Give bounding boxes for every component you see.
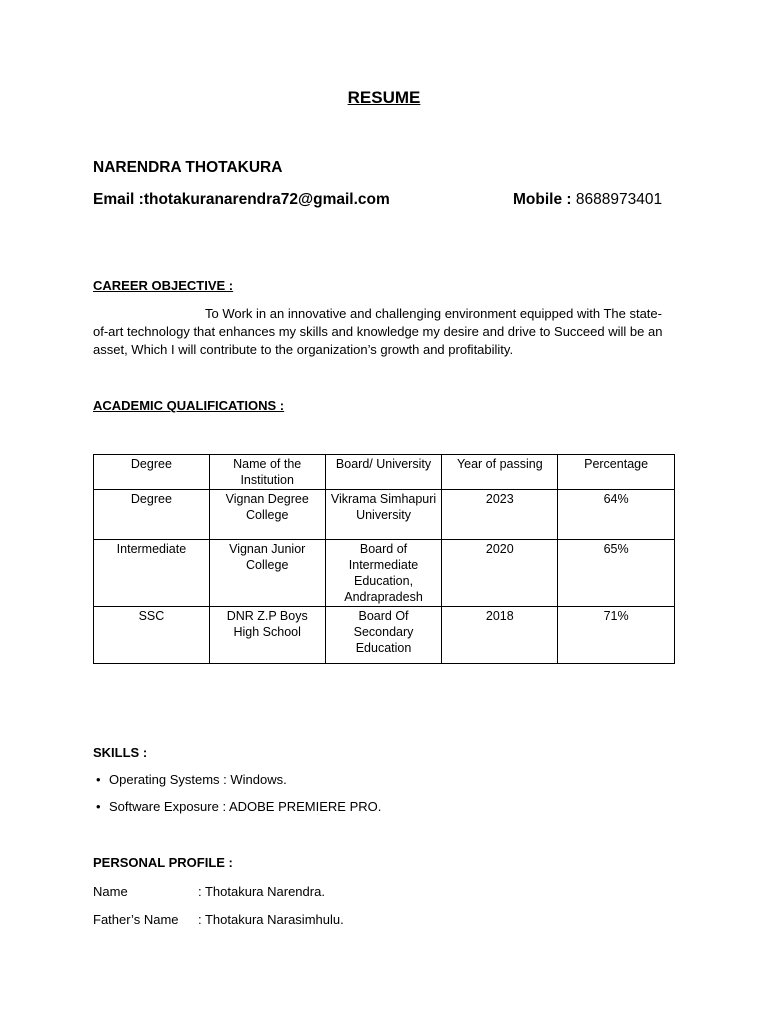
- table-header-cell: Year of passing: [442, 455, 558, 490]
- bullet-icon: •: [96, 772, 101, 787]
- profile-row-father-name: [93, 912, 344, 927]
- table-header-cell: Board/ University: [325, 455, 442, 490]
- contact-line: [93, 191, 673, 209]
- table-cell: 64%: [558, 489, 675, 539]
- skills-list: [96, 772, 381, 826]
- table-row: [94, 489, 675, 539]
- email-address: thotakuranarendra72@gmail.com: [143, 191, 390, 208]
- skill-text: Software Exposure : ADOBE PREMIERE PRO.: [109, 799, 382, 814]
- mobile-block: [513, 191, 662, 209]
- profile-value: : Thotakura Narasimhulu.: [198, 912, 344, 927]
- table-cell: 71%: [558, 606, 675, 663]
- skill-text: Operating Systems : Windows.: [109, 772, 287, 787]
- table-header-cell: Percentage: [558, 455, 675, 490]
- table-cell: Intermediate: [94, 539, 210, 606]
- page-title: RESUME: [347, 88, 421, 107]
- profile-label: Father’s Name: [93, 912, 179, 927]
- table-row: [94, 606, 675, 663]
- academic-table: [93, 454, 675, 664]
- skills-heading: SKILLS :: [93, 745, 148, 760]
- table-cell: Vikrama Simhapuri University: [325, 489, 442, 539]
- mobile-number: 8688973401: [575, 191, 663, 208]
- list-item: [96, 799, 381, 826]
- table-header-row: [94, 455, 675, 490]
- personal-profile-heading: PERSONAL PROFILE :: [93, 855, 233, 870]
- table-cell: Board Of Secondary Education: [325, 606, 442, 663]
- table-cell: Vignan Degree College: [209, 489, 325, 539]
- profile-row-name: [93, 884, 325, 899]
- profile-value: : Thotakura Narendra.: [198, 884, 325, 899]
- profile-label: Name: [93, 884, 128, 899]
- table-cell: 2020: [442, 539, 558, 606]
- table-header-cell: Name of the Institution: [209, 455, 325, 490]
- table-header-cell: Degree: [94, 455, 210, 490]
- career-objective-heading: CAREER OBJECTIVE :: [93, 278, 234, 293]
- table-cell: 65%: [558, 539, 675, 606]
- table-cell: 2023: [442, 489, 558, 539]
- email-label: Email :: [93, 191, 144, 208]
- candidate-name: NARENDRA THOTAKURA: [93, 159, 283, 176]
- mobile-label: Mobile :: [513, 191, 576, 208]
- bullet-icon: •: [96, 799, 101, 814]
- academic-heading: ACADEMIC QUALIFICATIONS :: [93, 398, 285, 413]
- table-cell: Vignan Junior College: [209, 539, 325, 606]
- table-cell: Degree: [94, 489, 210, 539]
- list-item: [96, 772, 381, 799]
- table-cell: SSC: [94, 606, 210, 663]
- table-cell: DNR Z.P Boys High School: [209, 606, 325, 663]
- table-row: [94, 539, 675, 606]
- career-objective-text: To Work in an innovative and challenging environment equipped with The state-of-art technology that enhances my skills and knowledge my desire and drive to Succeed will be an asset, Which I will contribute to the organization’s growth and profitability.: [93, 306, 663, 357]
- table-cell: Board of Intermediate Education, Andrapradesh: [325, 539, 442, 606]
- table-cell: 2018: [442, 606, 558, 663]
